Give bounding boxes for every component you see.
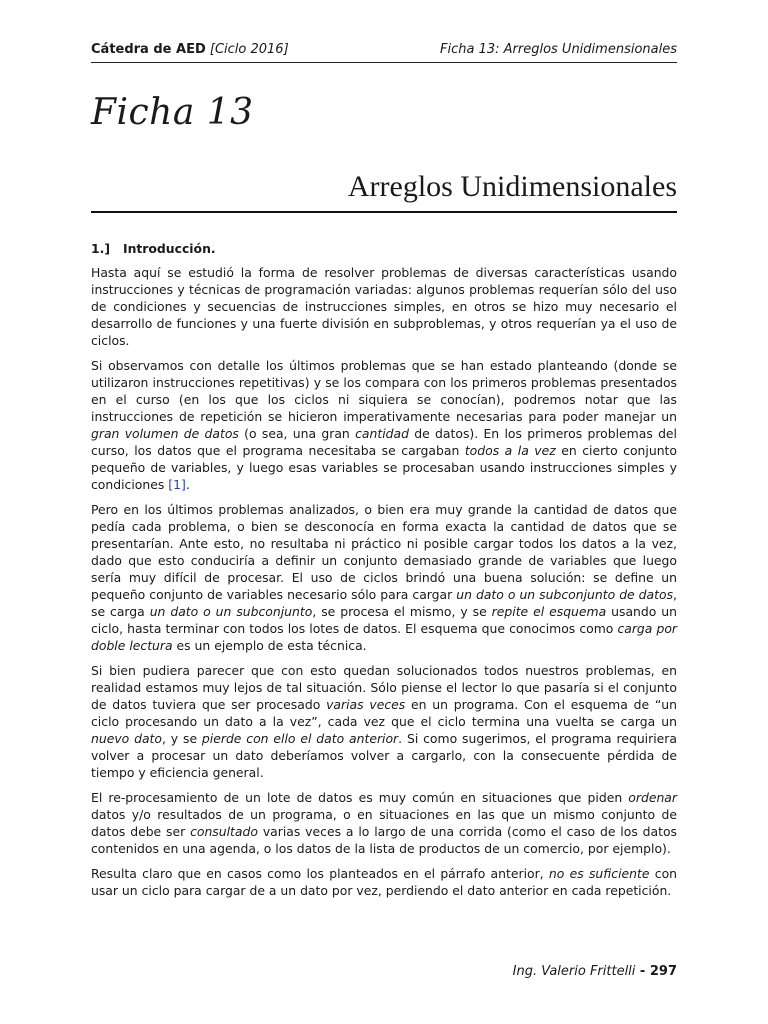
text-run: , se carga <box>91 587 677 619</box>
footer-separator: - <box>635 964 650 979</box>
emphasis: un dato o un subconjunto <box>149 604 313 619</box>
emphasis: gran volumen de datos <box>91 426 239 441</box>
emphasis: repite el esquema <box>491 604 607 619</box>
emphasis: carga por doble lectura <box>91 621 677 653</box>
paragraph-1: Hasta aquí se estudió la forma de resolver problemas de diversas características usando instrucciones y técnicas de programación variadas: algunos problemas requerían sólo del uso de condiciones y secuencias de instrucciones simples, en otros se hizo muy necesario el desarrollo de funciones y una fuerte división en subproblemas, y otros requerían ya el uso de ciclos. <box>91 265 677 348</box>
emphasis: varias veces <box>326 697 406 712</box>
paragraph-2 <box>91 357 677 493</box>
text-run: es un ejemplo de esta técnica. <box>172 638 367 653</box>
header-course <box>91 42 289 57</box>
text-run: El re-procesamiento de un lote de datos es muy común en situaciones que piden <box>91 790 629 805</box>
text-run: usando un ciclo, hasta terminar con todos los lotes de datos. El esquema que conocimos como <box>91 604 677 636</box>
course-name: Cátedra de AED <box>91 42 206 57</box>
document-body <box>91 240 677 907</box>
header-chapter: Ficha 13: Arreglos Unidimensionales <box>440 42 677 57</box>
page-footer <box>513 964 677 979</box>
chapter-title: Ficha 13 <box>91 92 254 133</box>
section-title: Introducción. <box>122 241 216 256</box>
reference-link[interactable]: [1] <box>168 477 186 492</box>
text-run: en cierto conjunto pequeño de variables, y luego esas variables se procesaban usando instrucciones simples y condiciones <box>91 443 677 492</box>
emphasis: pierde con ello el dato anterior <box>201 731 399 746</box>
emphasis: no es suficiente <box>548 866 650 881</box>
chapter-subtitle: Arreglos Unidimensionales <box>347 170 677 203</box>
section-number: 1.] <box>91 241 110 256</box>
text-run: Resulta claro que en casos como los planteados en el párrafo anterior, <box>91 866 549 881</box>
paragraph-6 <box>91 865 677 899</box>
paragraph-3 <box>91 501 677 654</box>
paragraph-5 <box>91 789 677 857</box>
text-run: Si observamos con detalle los últimos problemas que se han estado planteando (donde se utilizaron instrucciones repetitivas) y se los compara con los primeros problemas presentados en el curso (en los que los ciclos ni siquiera se conocían), podremos notar que las instrucciones de repetición se hicieron imperativamente necesarias para poder manejar un <box>91 358 677 424</box>
text-run: Pero en los últimos problemas analizados, o bien era muy grande la cantidad de datos que pedía cada problema, o bien se desconocía en forma exacta la cantidad de datos que se presentarían. Ante esto, no resultaba ni práctico ni posible cargar todos los datos a la vez, dado que esto conduciría a definir un conjunto demasiado grande de variables que luego sería muy difícil de procesar. El uso de ciclos brindó una buena solución: se define un pequeño conjunto de variables necesario sólo para cargar <box>91 502 677 602</box>
page-header <box>91 40 677 63</box>
emphasis: todos a la vez <box>464 443 556 458</box>
text-run: varias veces a lo largo de una corrida (como el caso de los datos contenidos en una agenda, o los datos de la lista de productos de un comercio, por ejemplo). <box>91 824 677 856</box>
section-heading <box>91 240 677 257</box>
footer-author: Ing. Valerio Frittelli <box>512 964 636 979</box>
emphasis: nuevo dato <box>91 731 162 746</box>
emphasis: consultado <box>190 824 258 839</box>
text-run: , y se <box>162 731 202 746</box>
text-run: . <box>185 477 190 492</box>
title-divider <box>91 211 677 213</box>
text-run: (o sea, una gran <box>238 426 356 441</box>
text-run: . Si como sugerimos, el programa requiriera volver a procesar un dato deberíamos volver a cargarlo, con la consecuente pérdida de tiempo y eficiencia general. <box>91 731 677 780</box>
course-cycle: [Ciclo 2016] <box>209 42 289 57</box>
text-run: Si bien pudiera parecer que con esto quedan solucionados todos nuestros problemas, en realidad estamos muy lejos de tal situación. Sólo piense el lector lo que pasaría si el conjunto de datos tuviera que ser procesado <box>91 663 677 712</box>
emphasis: ordenar <box>628 790 677 805</box>
paragraph-4 <box>91 662 677 781</box>
emphasis: un dato o un subconjunto de datos <box>456 587 674 602</box>
page-number: 297 <box>649 964 677 979</box>
text-run: datos y/o resultados de un programa, o en situaciones en las que un mismo conjunto de datos debe ser <box>91 807 677 839</box>
text-run: , se procesa el mismo, y se <box>312 604 492 619</box>
text-run: en un programa. Con el esquema de “un ciclo procesando un dato a la vez”, cada vez que el ciclo termina una vuelta se carga un <box>91 697 678 729</box>
text-run: de datos). En los primeros problemas del curso, los datos que el programa necesitaba se cargaban <box>91 426 678 458</box>
emphasis: cantidad <box>355 426 409 441</box>
text-run: con usar un ciclo para cargar de a un dato por vez, perdiendo el dato anterior en cada repetición. <box>91 866 677 898</box>
